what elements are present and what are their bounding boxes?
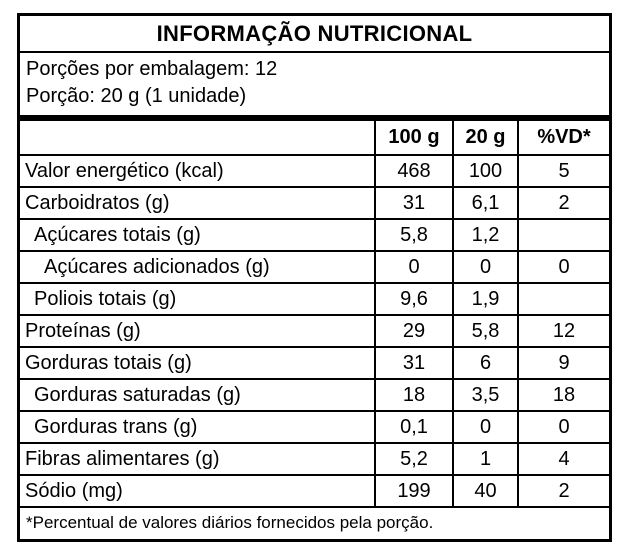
value-20g: 100: [453, 155, 518, 187]
value-vd: 18: [518, 379, 609, 411]
value-20g: 1,9: [453, 283, 518, 315]
header-col-100g: 100 g: [375, 121, 453, 155]
value-100g: 9,6: [375, 283, 453, 315]
row-label: Gorduras saturadas (g): [20, 379, 375, 411]
value-20g: 0: [453, 411, 518, 443]
table-header-row: [20, 121, 609, 155]
value-vd: 4: [518, 443, 609, 475]
header-col-20g: 20 g: [453, 121, 518, 155]
value-100g: 31: [375, 347, 453, 379]
value-vd: 9: [518, 347, 609, 379]
table-row: [20, 251, 609, 283]
value-vd: [518, 283, 609, 315]
table-row: [20, 155, 609, 187]
table-row: [20, 219, 609, 251]
value-100g: 199: [375, 475, 453, 507]
row-label: Gorduras trans (g): [20, 411, 375, 443]
table-row: [20, 475, 609, 507]
value-20g: 40: [453, 475, 518, 507]
value-20g: 6,1: [453, 187, 518, 219]
header-col-blank: [20, 121, 375, 155]
footnote: *Percentual de valores diários fornecidos pela porção.: [26, 513, 434, 532]
table-row: [20, 411, 609, 443]
row-label: Valor energético (kcal): [20, 155, 375, 187]
serving-size: Porção: 20 g (1 unidade): [26, 85, 247, 107]
value-100g: 0,1: [375, 411, 453, 443]
value-vd: 2: [518, 475, 609, 507]
header-col-vd: %VD*: [518, 121, 609, 155]
value-100g: 18: [375, 379, 453, 411]
servings-per-package: Porções por embalagem: 12: [26, 58, 278, 80]
value-100g: 5,8: [375, 219, 453, 251]
value-100g: 5,2: [375, 443, 453, 475]
value-20g: 6: [453, 347, 518, 379]
value-20g: 5,8: [453, 315, 518, 347]
row-label: Proteínas (g): [20, 315, 375, 347]
value-vd: 0: [518, 411, 609, 443]
value-20g: 3,5: [453, 379, 518, 411]
value-100g: 31: [375, 187, 453, 219]
table-row: [20, 443, 609, 475]
table-row: [20, 347, 609, 379]
value-100g: 468: [375, 155, 453, 187]
row-label: Poliois totais (g): [20, 283, 375, 315]
row-label: Gorduras totais (g): [20, 347, 375, 379]
row-label: Sódio (mg): [20, 475, 375, 507]
serving-info: [20, 53, 609, 115]
value-vd: [518, 219, 609, 251]
row-label: Fibras alimentares (g): [20, 443, 375, 475]
row-label: Carboidratos (g): [20, 187, 375, 219]
value-vd: 2: [518, 187, 609, 219]
table-row: [20, 379, 609, 411]
row-label: Açúcares totais (g): [20, 219, 375, 251]
nutrition-table: [20, 121, 609, 508]
table-row: [20, 283, 609, 315]
value-100g: 0: [375, 251, 453, 283]
nutrition-table-body: [20, 155, 609, 507]
label-title: INFORMAÇÃO NUTRICIONAL: [20, 16, 609, 53]
value-20g: 1: [453, 443, 518, 475]
value-20g: 1,2: [453, 219, 518, 251]
value-vd: 0: [518, 251, 609, 283]
table-row: [20, 187, 609, 219]
row-label: Açúcares adicionados (g): [20, 251, 375, 283]
table-row: [20, 315, 609, 347]
value-20g: 0: [453, 251, 518, 283]
value-vd: 12: [518, 315, 609, 347]
nutrition-label: [17, 13, 612, 542]
value-vd: 5: [518, 155, 609, 187]
value-100g: 29: [375, 315, 453, 347]
